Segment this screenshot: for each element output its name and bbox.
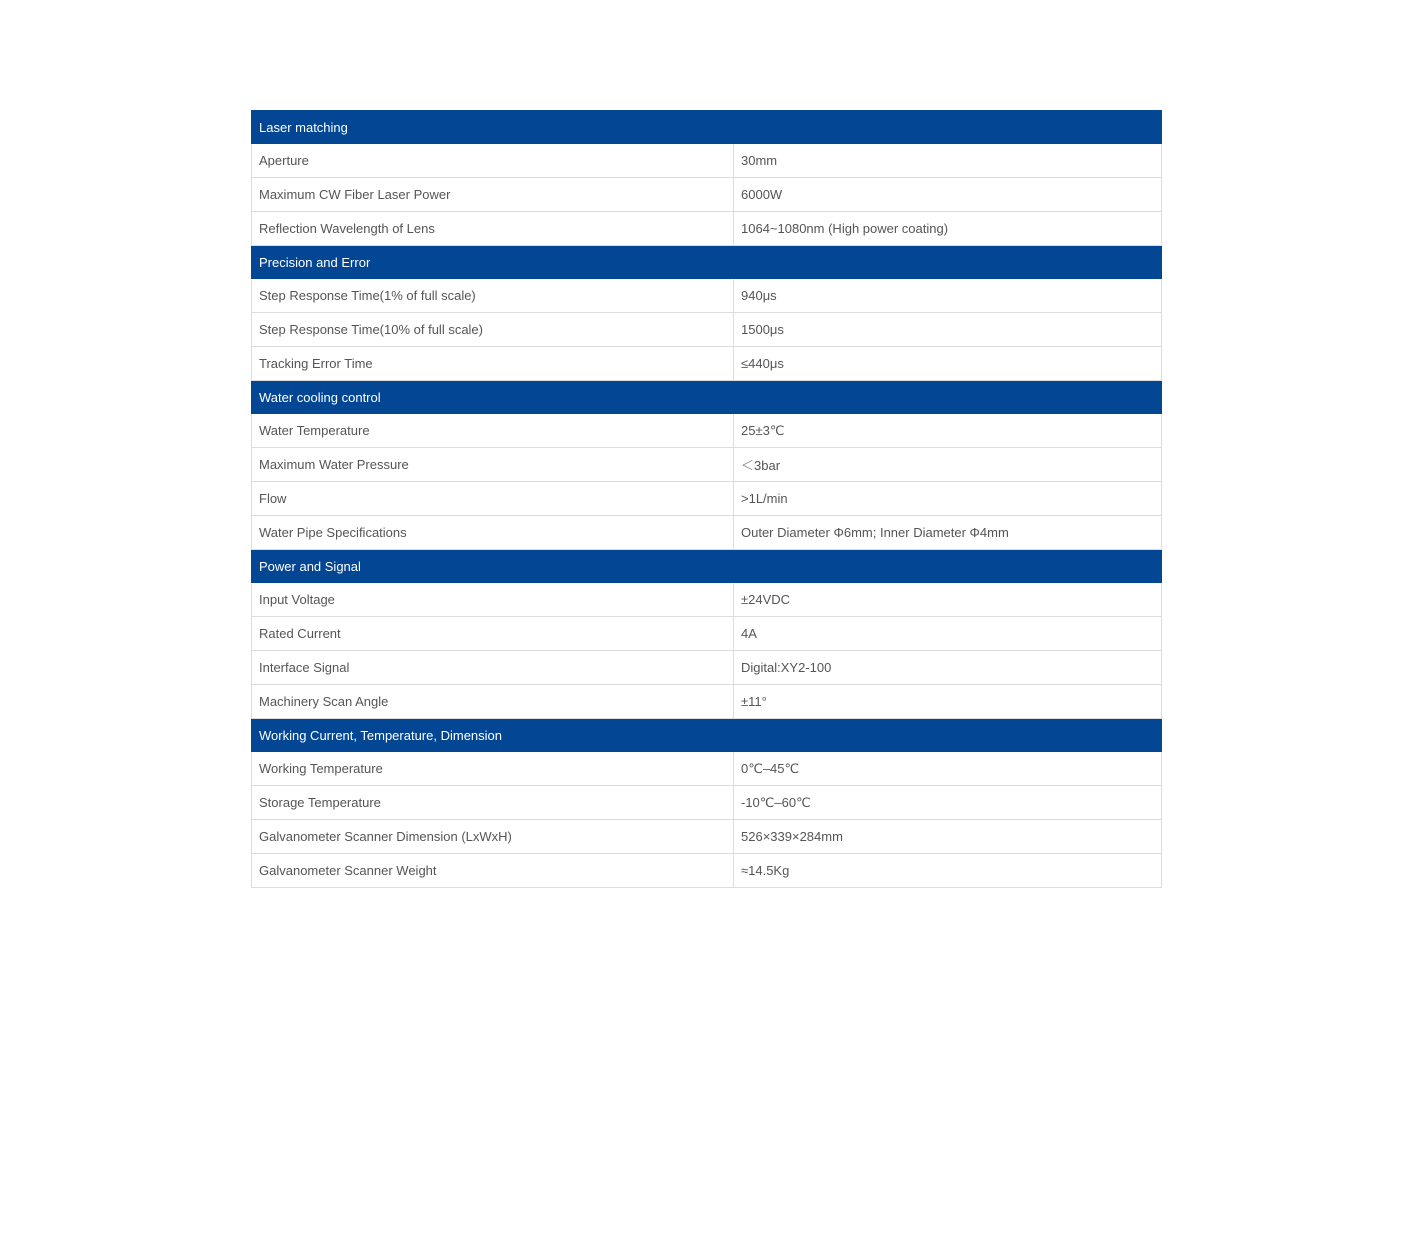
spec-label: Maximum CW Fiber Laser Power	[252, 178, 734, 212]
spec-value: Digital:XY2-100	[734, 651, 1162, 685]
table-row	[252, 752, 1162, 786]
spec-label: Flow	[252, 482, 734, 516]
spec-label: Rated Current	[252, 617, 734, 651]
table-row	[252, 516, 1162, 550]
section-header-power-and-signal	[252, 550, 1162, 583]
spec-table	[251, 110, 1162, 888]
section-header-precision-and-error	[252, 246, 1162, 279]
spec-value: >1L/min	[734, 482, 1162, 516]
spec-value: -10℃–60℃	[734, 786, 1162, 820]
table-row	[252, 482, 1162, 516]
spec-label: Water Pipe Specifications	[252, 516, 734, 550]
section-header-working-current-temperature-dimension	[252, 719, 1162, 752]
spec-value: ≤440μs	[734, 347, 1162, 381]
spec-label: Water Temperature	[252, 414, 734, 448]
spec-label: Storage Temperature	[252, 786, 734, 820]
spec-value: 0℃–45℃	[734, 752, 1162, 786]
spec-label: Maximum Water Pressure	[252, 448, 734, 482]
spec-label: Reflection Wavelength of Lens	[252, 212, 734, 246]
spec-value: ＜3bar	[734, 448, 1162, 482]
table-row	[252, 820, 1162, 854]
spec-value: ≈14.5Kg	[734, 854, 1162, 888]
table-row	[252, 279, 1162, 313]
table-row	[252, 617, 1162, 651]
spec-value: 1064~1080nm (High power coating)	[734, 212, 1162, 246]
table-row	[252, 583, 1162, 617]
spec-value: 526×339×284mm	[734, 820, 1162, 854]
table-row	[252, 313, 1162, 347]
spec-value: 25±3℃	[734, 414, 1162, 448]
spec-value: Outer Diameter Φ6mm; Inner Diameter Φ4mm	[734, 516, 1162, 550]
section-header-laser-matching	[252, 111, 1162, 144]
spec-label: Aperture	[252, 144, 734, 178]
spec-label: Step Response Time(10% of full scale)	[252, 313, 734, 347]
spec-value: 1500μs	[734, 313, 1162, 347]
table-row	[252, 212, 1162, 246]
spec-value: 6000W	[734, 178, 1162, 212]
spec-label: Input Voltage	[252, 583, 734, 617]
table-row	[252, 786, 1162, 820]
spec-value: ±24VDC	[734, 583, 1162, 617]
table-row	[252, 854, 1162, 888]
section-title: Working Current, Temperature, Dimension	[252, 719, 1162, 752]
table-row	[252, 178, 1162, 212]
table-row	[252, 414, 1162, 448]
spec-label: Step Response Time(1% of full scale)	[252, 279, 734, 313]
spec-label: Interface Signal	[252, 651, 734, 685]
spec-value: ±11°	[734, 685, 1162, 719]
table-row	[252, 347, 1162, 381]
spec-label: Machinery Scan Angle	[252, 685, 734, 719]
section-title: Laser matching	[252, 111, 1162, 144]
spec-label: Galvanometer Scanner Dimension (LxWxH)	[252, 820, 734, 854]
table-row	[252, 144, 1162, 178]
spec-label: Tracking Error Time	[252, 347, 734, 381]
spec-label: Working Temperature	[252, 752, 734, 786]
spec-value: 4A	[734, 617, 1162, 651]
section-title: Power and Signal	[252, 550, 1162, 583]
section-title: Water cooling control	[252, 381, 1162, 414]
spec-value: 940μs	[734, 279, 1162, 313]
section-title: Precision and Error	[252, 246, 1162, 279]
table-row	[252, 448, 1162, 482]
section-header-water-cooling-control	[252, 381, 1162, 414]
spec-label: Galvanometer Scanner Weight	[252, 854, 734, 888]
spec-value: 30mm	[734, 144, 1162, 178]
table-row	[252, 685, 1162, 719]
table-row	[252, 651, 1162, 685]
